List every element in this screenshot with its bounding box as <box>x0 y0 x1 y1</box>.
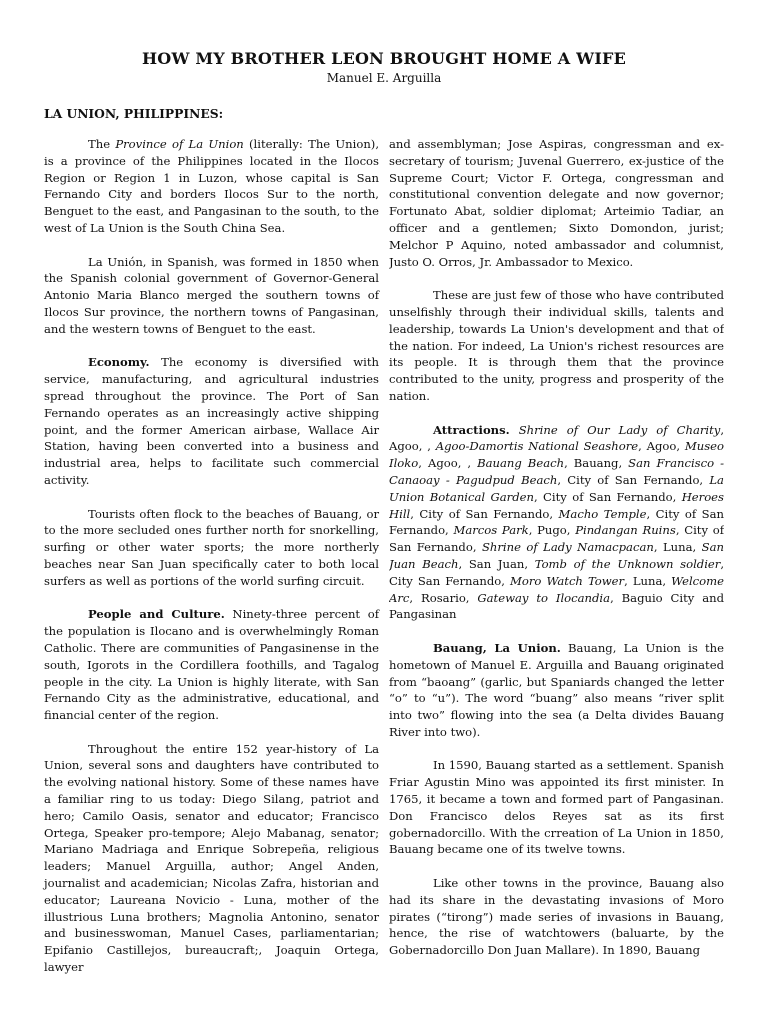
text-run: , City of San Fernando, <box>533 489 682 504</box>
paragraph <box>44 741 379 976</box>
italic-run: Agoo-Damortis National Seashore <box>435 439 639 454</box>
bold-run: Economy. <box>88 355 150 370</box>
paragraph <box>389 757 724 858</box>
italic-run: Heroes Hill <box>389 489 724 521</box>
bold-run: Bauang, La Union. <box>433 640 561 655</box>
italic-run: Pindangan Ruins <box>575 523 676 538</box>
paragraph <box>389 875 724 959</box>
text-run: , Luna, <box>624 573 672 588</box>
paragraph <box>389 136 724 270</box>
italic-run: Marcos Park <box>453 523 529 538</box>
right-column <box>389 136 724 1024</box>
text-run: , Agoo, <box>638 439 685 454</box>
document-title: HOW MY BROTHER LEON BROUGHT HOME A WIFE <box>141 49 626 68</box>
text-run: , Agoo, , <box>418 456 478 471</box>
bold-run: People and Culture. <box>88 607 225 622</box>
text-run: , Baguio City and Pangasinan <box>389 590 724 622</box>
paragraph <box>44 606 379 724</box>
text-run: In 1590, Bauang started as a settlement. Spanish Friar Agustin Mino was appointed its first minister. In 1765, it became a town and formed part of Pangasinan. Don Francisco delos Reyes sat as its first gobernadorcillo. With the crreation of La Union in 1850, Bauang became one of its twelve towns. <box>389 758 724 857</box>
italic-run: San Francisco - Canaoay - Pagudpud Beach <box>389 456 724 487</box>
text-run: (literally: The Union), is a province of the Philippines located in the Ilocos Region or Region 1 in Luzon, whose capital is San Fernando City and borders Ilocos Sur to the north, Benguet to the east, and Pangasinan to the south, to the west of La Union is the South China Sea. <box>44 137 379 235</box>
italic-run: Gateway to Ilocandia <box>477 590 611 605</box>
section-heading: LA UNION, PHILIPPINES: <box>44 106 224 121</box>
text-run: , San Juan, <box>458 556 535 571</box>
paragraph <box>44 506 379 590</box>
italic-run: Shrine of Lady Namacpacan <box>481 540 654 555</box>
text-run: Like other towns in the province, Bauang also had its share in the devastating invasions of Moro pirates (“tirong”) made series of invasions in Bauang, hence, the rise of watchtowers (baluarte, by the Gobernadorcillo Don Juan Mallare). In 1890, Bauang <box>389 876 724 958</box>
text-run: La Unión, in Spanish, was formed in 1850 when the Spanish colonial government of Governor-General Antonio Maria Blanco merged the southern towns of Ilocos Sur province, the northern towns of Pangasinan, and the western towns of Benguet to the east. <box>44 254 379 336</box>
text-run: , City San Fernando, <box>389 556 724 588</box>
paragraph <box>44 354 379 488</box>
italic-run: Tomb of the Unknown soldier <box>534 556 721 571</box>
italic-run: Museo Iloko <box>389 439 724 471</box>
text-run <box>510 423 519 437</box>
text-run: Tourists often flock to the beaches of Bauang, or to the more secluded ones further north for snorkelling, surfing or other water sports; the more northerly beaches near San Juan specifically cater to both local surfers as well as portions of the world surfing circuit. <box>44 506 379 588</box>
text-run: Bauang, La Union is the hometown of Manuel E. Arguilla and Bauang originated from “baoang” (garlic, but Spaniards changed the letter “o” to “u”). The word “buang” also means “river split into two” flowing into the sea (a Delta divides Bauang River into two). <box>389 640 724 739</box>
text-run: , Rosario, <box>409 590 478 605</box>
paragraph <box>44 254 379 338</box>
text-run: , Pugo, <box>528 523 576 538</box>
text-run: , Bauang, <box>564 456 629 471</box>
paragraph <box>389 640 724 741</box>
text-run: , City of San Fernando, <box>389 506 724 538</box>
left-column <box>44 136 379 993</box>
text-run: and assemblyman; Jose Aspiras, congressman and ex-secretary of tourism; Juvenal Guerrero, ex-justice of the Supreme Court; Victor F. Ortega, congressman and constitutional convention delegate and now governor; Fortunato Abat, soldier diplomat; Arteimio Tadiar, an officer and a gentlemen; Sixto Domondon, jurist; Melchor P Aquino, noted ambassador and columnist, Justo O. Orros, Jr. Ambassador to Mexico. <box>389 137 724 269</box>
italic-run: Welcome Arc <box>389 573 724 605</box>
text-run: The economy is diversified with service, manufacturing, and agricultural industries spread throughout the province. The Port of San Fernando operates as an increasingly active shipping point, and the former American airbase, Wallace Air Station, having been converted into a business and industrial area, helps to facilitate such commercial activity. <box>44 355 379 487</box>
italic-run: La Union Botanical Garden <box>389 472 724 504</box>
italic-run: Bauang Beach <box>477 456 565 471</box>
paragraph <box>44 136 379 237</box>
italic-run: Macho Temple <box>558 506 647 521</box>
italic-run: Shrine of Our Lady of Charity <box>518 422 721 437</box>
bold-run: Attractions. <box>433 422 510 437</box>
paragraph <box>389 422 724 624</box>
text-run: The <box>88 137 116 151</box>
italic-run: Province of La Union <box>115 137 244 151</box>
paragraph <box>389 287 724 405</box>
text-run: Ninety-three percent of the population is Ilocano and is overwhelmingly Roman Catholic. There are communities of Pangasinense in the south, Igorots in the Cordillera foothills, and Tagalog people in the city. La Union is highly literate, with San Fernando City as the administrative, educational, and financial center of the region. <box>44 607 379 723</box>
text-run: , Agoo, , <box>389 422 724 454</box>
text-run: These are just few of those who have contributed unselfishly through their individual skills, talents and leadership, towards La Union's development and that of the nation. For indeed, La Union's richest resources are its people. It is through them that the province contributed to the unity, progress and prosperity of the nation. <box>389 288 724 403</box>
text-run: , City of San Fernando, <box>389 523 724 555</box>
text-run: , City of San Fernando, <box>410 506 559 521</box>
text-run: , City of San Fernando, <box>557 472 710 487</box>
text-run: , Luna, <box>653 540 702 555</box>
text-run: Throughout the entire 152 year-history of La Union, several sons and daughters have contributed to the evolving national history. Some of these names have a familiar ring to us today: Diego Silang, patriot and hero; Camilo Oasis, senator and educator; Francisco Ortega, Speaker pro-tempore; Alejo Mabanag, senator; Mariano Madriaga and Enrique Sobrepeña, religious leaders; Manuel Arguilla, author; Angel Anden, journalist and academician; Nicolas Zafra, historian and educator; Laureana Novicio - Luna, mother of the illustrious Luna brothers; Magnolia Antonino, senator and businesswoman, Manuel Cases, parliamentarian; Epifanio Castillejos, bureaucraft;, Joaquin Ortega, lawyer <box>44 741 379 975</box>
italic-run: San Juan Beach <box>389 540 724 571</box>
document-author: Manuel E. Arguilla <box>326 71 442 85</box>
italic-run: Moro Watch Tower <box>510 573 625 588</box>
